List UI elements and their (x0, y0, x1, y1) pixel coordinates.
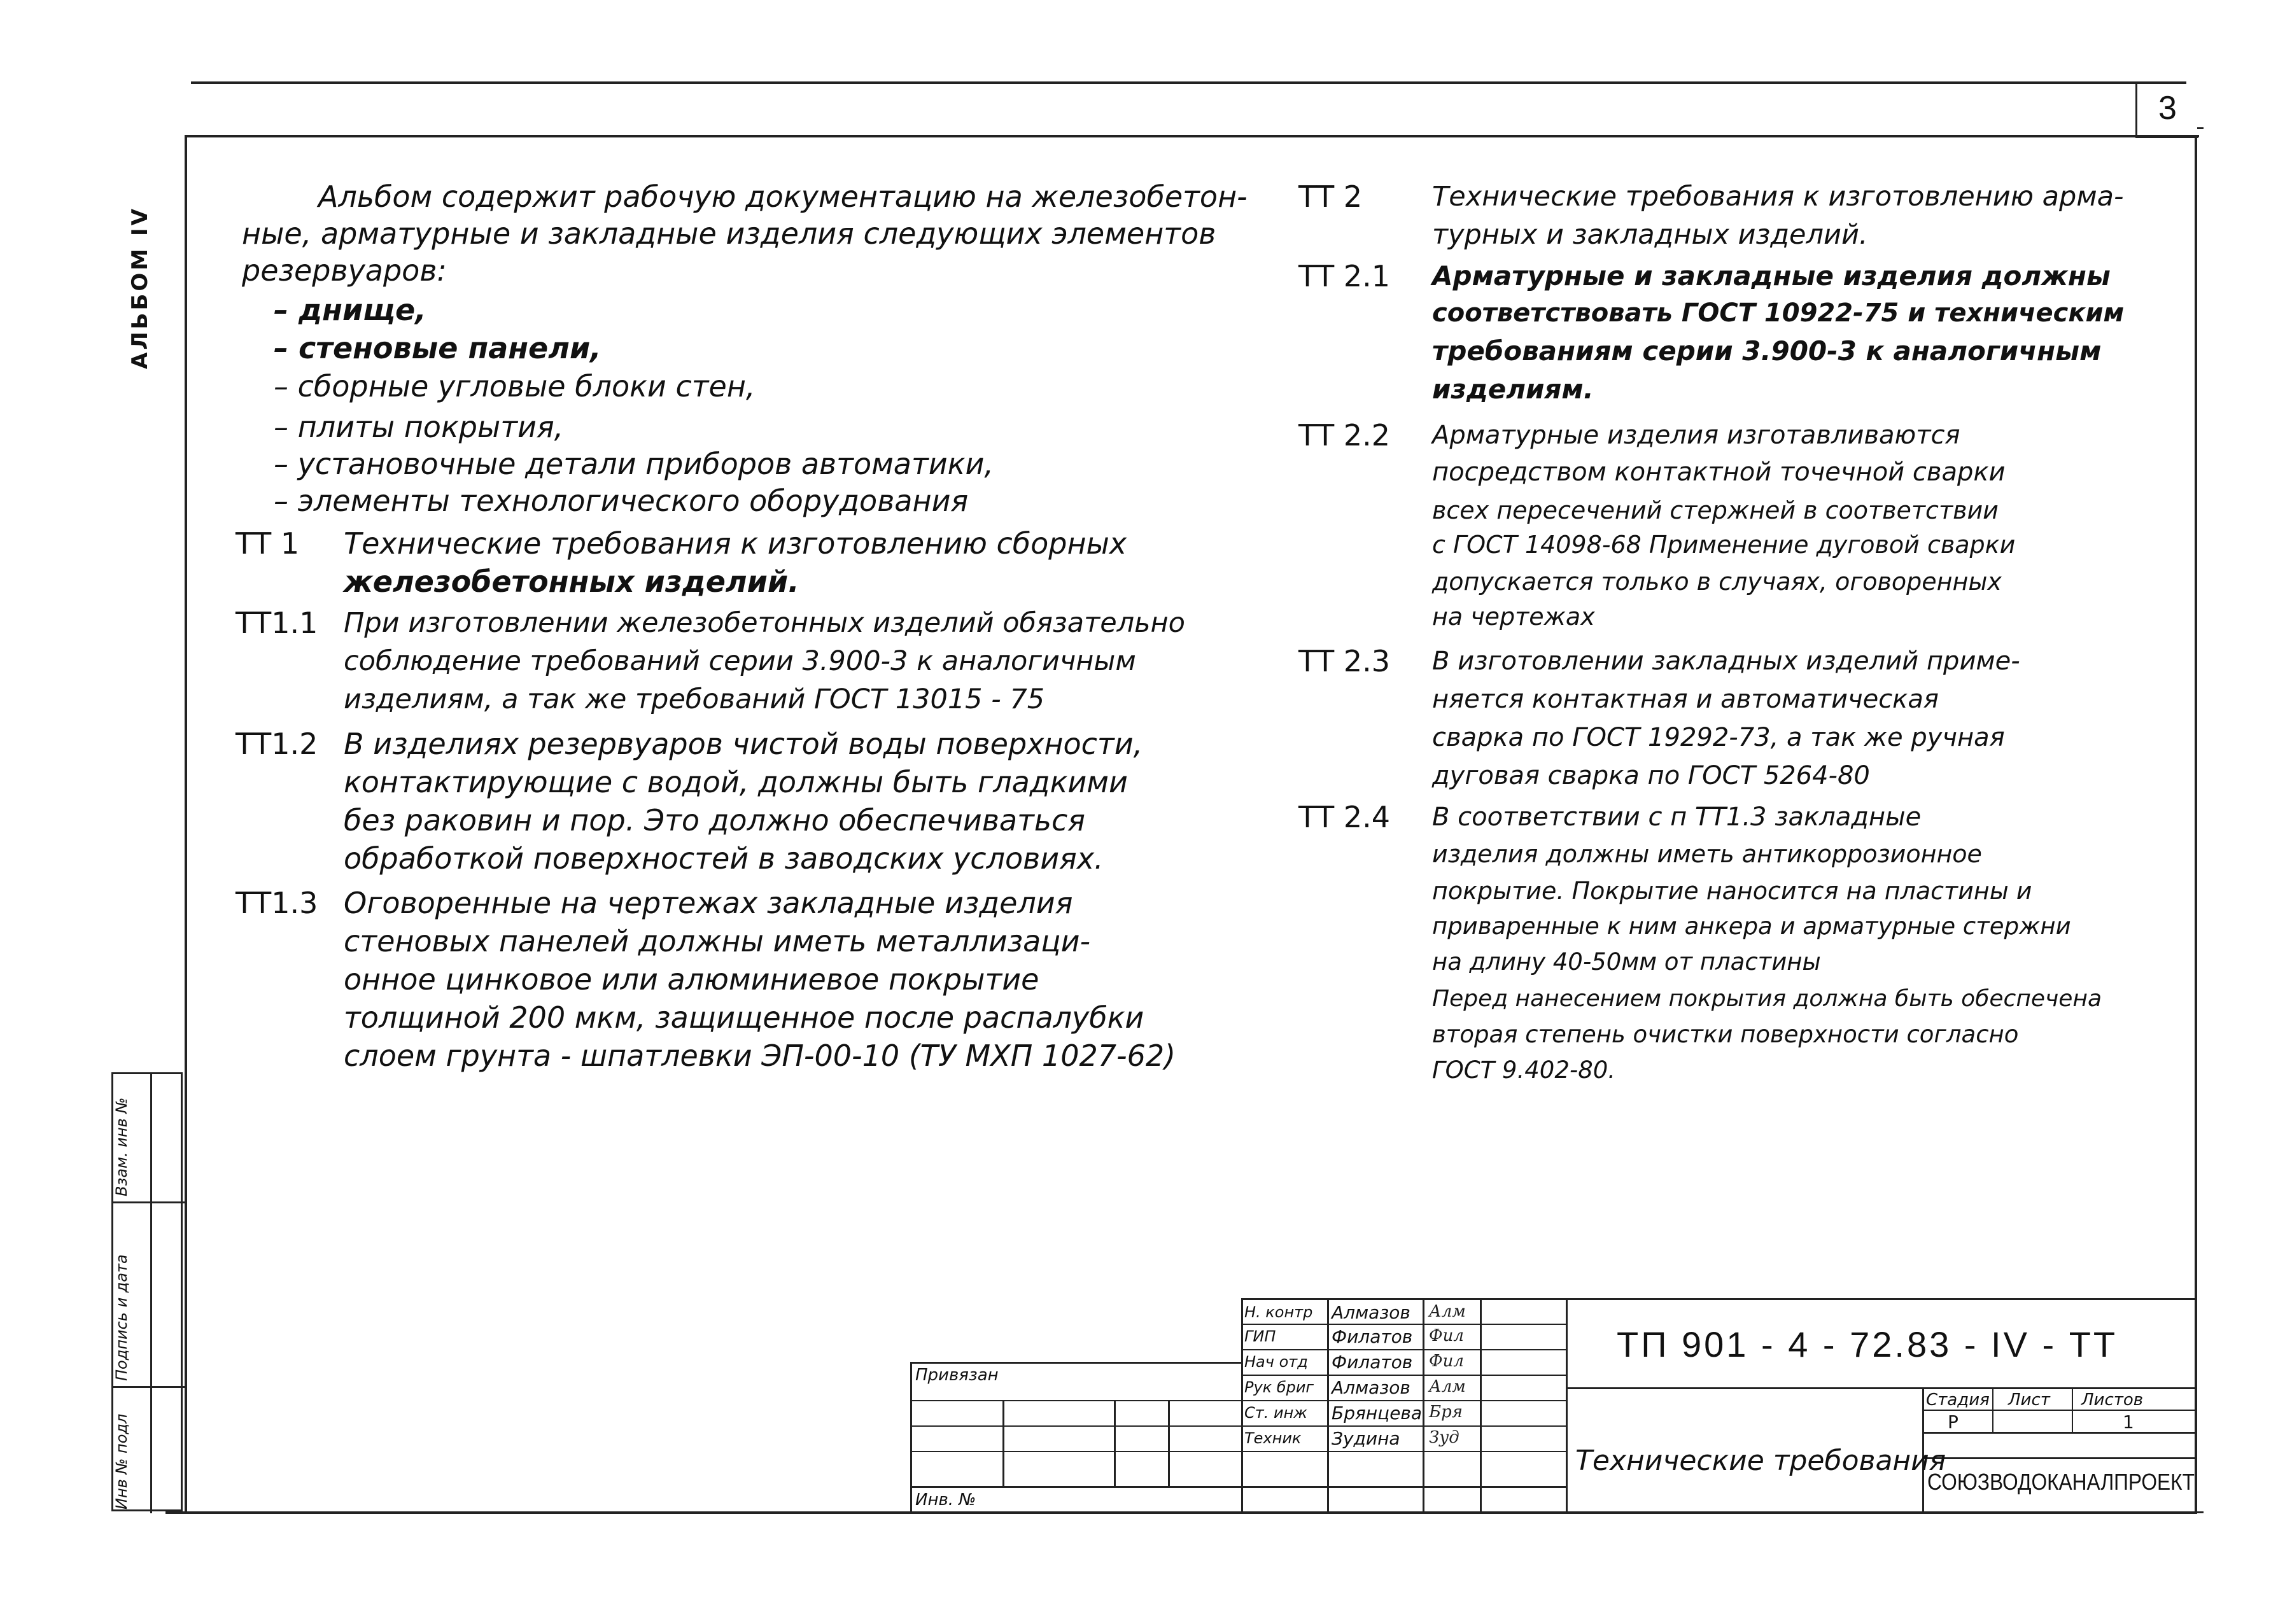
section-line: В изготовлении закладных изделий приме- (1432, 647, 2020, 676)
role-name: Филатов (1332, 1326, 1413, 1347)
page-number: 3 (2158, 90, 2177, 127)
intro-item: – сборные угловые блоки стен, (274, 369, 756, 403)
role-name: Филатов (1332, 1352, 1413, 1373)
inv-no-label: Инв. № (915, 1490, 976, 1509)
frame-top-line (185, 135, 2199, 137)
section-line: допускается только в случаях, оговоренных (1432, 568, 2002, 596)
organization: СОЮЗВОДОКАНАЛПРОЕКТ (1927, 1469, 2195, 1495)
intro-line: резервуаров: (242, 253, 447, 288)
frame-left-line (185, 135, 187, 1513)
doc-code: ТП 901 - 4 - 72.83 - IV - ТТ (1617, 1324, 2118, 1364)
section-line: Технические требования к изготовлению арма- (1432, 181, 2124, 213)
intro-line: ные, арматурные и закладные изделия следующих элементов (242, 216, 1216, 251)
role-signature: Зуд (1429, 1428, 1459, 1447)
stage-header: Стадия (1926, 1390, 1990, 1410)
role-label: Нач отд (1244, 1353, 1308, 1371)
section-code: ТТ1.1 (236, 606, 318, 640)
role-name: Алмазов (1332, 1302, 1410, 1323)
privyazan-label: Привязан (915, 1366, 999, 1385)
role-label: Техник (1244, 1429, 1302, 1447)
section-line: на чертежах (1432, 603, 1595, 631)
section-line: Арматурные изделия изготавливаются (1432, 421, 1960, 450)
doc-title: Технические требования (1575, 1445, 1946, 1477)
section-line: Оговоренные на чертежах закладные изделия (344, 886, 1073, 920)
edge-tick (2197, 127, 2204, 129)
section-line: няется контактная и автоматическая (1432, 685, 1939, 714)
intro-item: – установочные детали приборов автоматики, (274, 447, 994, 481)
album-label: АЛЬБОМ ІV (127, 206, 153, 369)
section-line: стеновых панелей должны иметь металлизаци- (344, 924, 1091, 958)
role-name: Алмазов (1332, 1377, 1410, 1398)
section-line: соблюдение требований серии 3.900-3 к аналогичным (344, 645, 1136, 677)
intro-line: Альбом содержит рабочую документацию на железобетон- (318, 179, 1248, 214)
role-label: Ст. инж (1244, 1404, 1307, 1422)
intro-item: – элементы технологического оборудования (274, 484, 969, 518)
section-line: вторая степень очистки поверхности согласно (1432, 1021, 2019, 1048)
sheets-value: 1 (2123, 1411, 2134, 1432)
section-line: изделиям, а так же требований ГОСТ 13015 - 75 (344, 683, 1045, 715)
role-signature: Алм (1429, 1377, 1466, 1396)
section-line: без раковин и пор. Это должно обеспечиваться (344, 803, 1085, 837)
section-line: контактирующие с водой, должны быть гладкими (344, 765, 1128, 799)
section-line: железобетонных изделий. (344, 564, 799, 599)
role-label: ГИП (1244, 1327, 1276, 1345)
section-line: сварка по ГОСТ 19292-73, а так же ручная (1432, 723, 2005, 752)
section-line: дуговая сварка по ГОСТ 5264-80 (1432, 761, 1870, 790)
side-stamp-sign: Подпись и дата (113, 1254, 130, 1381)
stage-value: Р (1948, 1411, 1958, 1432)
section-line: онное цинковое или алюминиевое покрытие (344, 962, 1039, 997)
section-code: ТТ1.3 (236, 886, 318, 920)
side-stamp-inv: Инв № подл (113, 1413, 130, 1509)
section-line: требованиям серии 3.900-3 к аналогичным (1432, 335, 2102, 367)
section-line: слоем грунта - шпатлевки ЭП-00-10 (ТУ МХП 1027-62) (344, 1039, 1176, 1073)
role-label: Н. контр (1244, 1303, 1313, 1321)
section-line: посредством контактной точечной сварки (1432, 458, 2006, 487)
section-line: Технические требования к изготовлению сборных (344, 526, 1127, 561)
section-code: ТТ 2 (1298, 179, 1363, 214)
sheets-header: Листов (2081, 1390, 2144, 1410)
section-code: ТТ1.2 (236, 727, 318, 761)
section-line: толщиной 200 мкм, защищенное после распалубки (344, 1000, 1144, 1035)
section-line: с ГОСТ 14098-68 Применение дуговой сварки (1432, 531, 2016, 559)
edge-tick (2197, 1511, 2204, 1513)
sheet-header: Лист (2008, 1390, 2050, 1410)
intro-item: – стеновые панели, (274, 331, 601, 365)
intro-item: – плиты покрытия, (274, 410, 564, 444)
top-border-line (191, 81, 2186, 84)
section-line: приваренные к ним анкера и арматурные стержни (1432, 913, 2071, 940)
role-signature: Фил (1429, 1352, 1464, 1371)
section-code: ТТ 2.4 (1298, 800, 1390, 834)
role-signature: Бря (1429, 1403, 1463, 1422)
section-code: ТТ 2.3 (1298, 644, 1390, 678)
section-line: изделия должны иметь антикоррозионное (1432, 840, 1982, 868)
role-label: Рук бриг (1244, 1378, 1314, 1396)
section-line: Перед нанесением покрытия должна быть обеспечена (1432, 986, 2102, 1012)
section-line: всех пересечений стержней в соответствии (1432, 496, 1999, 524)
section-code: ТТ 2.2 (1298, 418, 1390, 452)
section-line: ГОСТ 9.402-80. (1432, 1056, 1616, 1084)
role-signature: Фил (1429, 1326, 1464, 1345)
section-line: изделиям. (1432, 374, 1594, 405)
section-line: на длину 40-50мм от пластины (1432, 948, 1821, 976)
section-line: В изделиях резервуаров чистой воды поверхности, (344, 727, 1143, 761)
section-line: обработкой поверхностей в заводских условиях. (344, 841, 1104, 876)
section-code: ТТ 1 (236, 526, 300, 561)
role-name: Брянцева (1332, 1403, 1423, 1424)
intro-item: – днище, (274, 293, 426, 327)
title-block (910, 1298, 2197, 1513)
side-stamp-replace: Взам. инв № (113, 1097, 130, 1196)
section-line: соответствовать ГОСТ 10922-75 и техническим (1432, 298, 2125, 328)
section-line: При изготовлении железобетонных изделий обязательно (344, 607, 1185, 639)
section-code: ТТ 2.1 (1298, 259, 1390, 293)
section-line: покрытие. Покрытие наносится на пластины и (1432, 877, 2032, 905)
page-number-box (2135, 83, 2198, 138)
role-signature: Алм (1429, 1302, 1466, 1321)
role-name: Зудина (1332, 1428, 1400, 1449)
section-line: Арматурные и закладные изделия должны (1432, 260, 2111, 291)
section-line: турных и закладных изделий. (1432, 219, 1868, 251)
section-line: В соответствии с п ТТ1.3 закладные (1432, 802, 1922, 832)
